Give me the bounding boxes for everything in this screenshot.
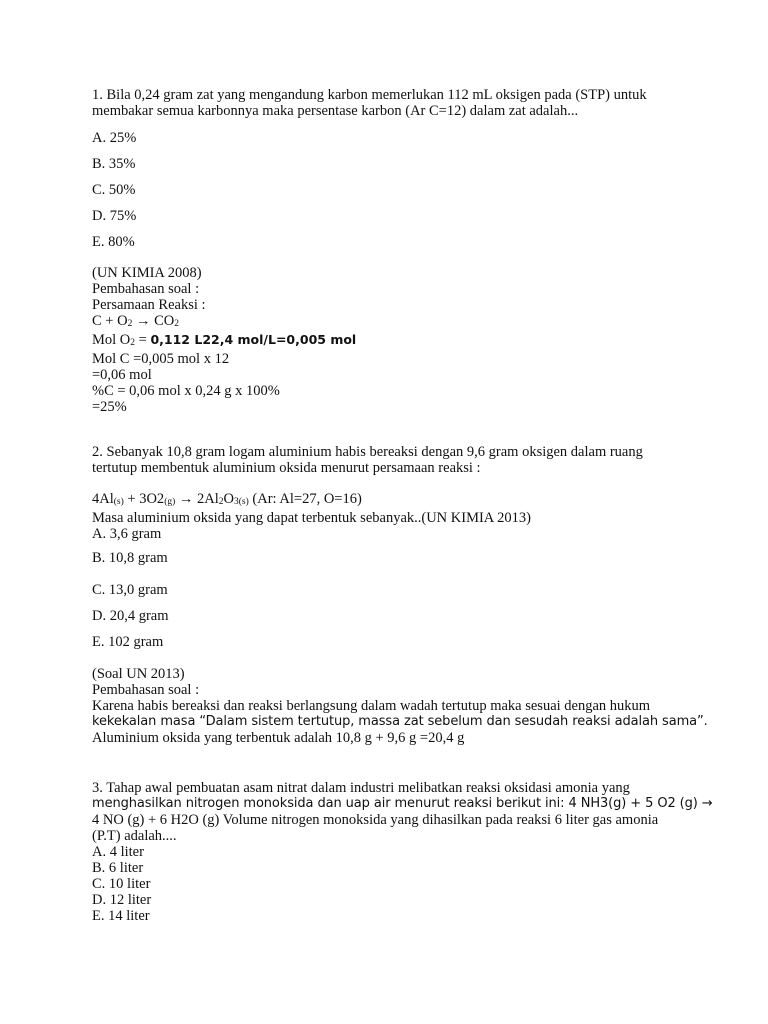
q3-text-line-3: 4 NO (g) + 6 H2O (g) Volume nitrogen monoksida yang dihasilkan pada reaksi 6 liter gas amonia [92, 812, 659, 828]
q1-mol-o2-prefix: Mol O [92, 332, 131, 348]
q1-eq-part-2: → CO [132, 313, 175, 329]
q2-discussion-line-2: kekekalan masa “Dalam sistem tertutup, massa zat sebelum dan sesudah reaksi adalah sama”. [92, 714, 708, 729]
q2-discussion-line-3: Aluminium oksida yang terbentuk adalah 10,8 g + 9,6 g =20,4 g [92, 730, 465, 746]
q3-text-line-1: 3. Tahap awal pembuatan asam nitrat dalam industri melibatkan reaksi oksidasi amonia yang [92, 780, 630, 796]
q2-option-c: C. 13,0 gram [92, 582, 168, 598]
q1-option-c: C. 50% [92, 182, 136, 198]
question-2 [92, 444, 692, 476]
q2-option-d: D. 20,4 gram [92, 608, 169, 624]
q2-discussion [92, 666, 708, 746]
question-3 [92, 780, 713, 924]
q3-option-b: B. 6 liter [92, 860, 144, 876]
q1-option-b: B. 35% [92, 156, 136, 172]
q3-option-e: E. 14 liter [92, 908, 150, 924]
q1-text-line-2: membakar semua karbonnya maka persentase karbon (Ar C=12) dalam zat adalah... [92, 103, 579, 119]
q2-eq-b-sub: (g) [164, 497, 176, 507]
q1-option-e: E. 80% [92, 234, 135, 250]
q1-eq-sub-1: 2 [127, 319, 133, 329]
q1-eq-sub-2: 2 [174, 319, 179, 329]
q2-eq-d-sub: 3(s) [234, 497, 249, 507]
q1-option-a: A. 25% [92, 130, 137, 146]
q3-option-a: A. 4 liter [92, 844, 144, 860]
q1-mol-o2 [92, 332, 692, 351]
q2-text-line-1: 2. Sebanyak 10,8 gram logam aluminium habis bereaksi dengan 9,6 gram oksigen dalam ruang [92, 444, 643, 460]
q2-eq-c: → 2Al [175, 491, 219, 507]
q1-percent: %C = 0,06 mol x 0,24 g x 100% [92, 383, 280, 399]
q1-mol-c: Mol C =0,005 mol x 12 [92, 351, 230, 367]
q2-eq-a-sub: (s) [113, 497, 124, 507]
q1-mol-c-result: =0,06 mol [92, 367, 152, 383]
q1-option-d: D. 75% [92, 208, 137, 224]
q3-option-d: D. 12 liter [92, 892, 152, 908]
q2-eq-a: 4Al [92, 491, 114, 507]
q2-option-a: A. 3,6 gram [92, 526, 162, 542]
q1-discussion [92, 265, 692, 415]
q2-eq-e: (Ar: Al=27, O=16) [248, 491, 362, 507]
q1-text-line-1: 1. Bila 0,24 gram zat yang mengandung karbon memerlukan 112 mL oksigen pada (STP) untuk [92, 87, 647, 103]
q3-text-line-2: menghasilkan nitrogen monoksida dan uap air menurut reaksi berikut ini: 4 NH3(g) + 5 O2 (g) → [92, 796, 713, 811]
q1-discussion-label: Pembahasan soal : [92, 281, 200, 297]
q2-source: (Soal UN 2013) [92, 666, 185, 682]
q2-eq-b: + 3O2 [123, 491, 165, 507]
q2-reaction-equation [92, 491, 692, 510]
q2-eq-c-sub: 2 [218, 497, 224, 507]
q2-equation-block [92, 491, 692, 542]
q3-text-line-4: (P.T) adalah.... [92, 828, 177, 844]
q1-reaction-equation [92, 313, 692, 332]
q1-mol-o2-result: =0,005 mol [275, 332, 357, 347]
q1-mol-o2-eq: = [135, 332, 151, 348]
q1-reaction-label: Persamaan Reaksi : [92, 297, 206, 313]
q2-option-b: B. 10,8 gram [92, 550, 168, 566]
q1-eq-part-1: C + O [92, 313, 128, 329]
question-1 [92, 87, 692, 119]
q2-mass-question: Masa aluminium oksida yang dapat terbentuk sebanyak..(UN KIMIA 2013) [92, 510, 531, 526]
q2-text-line-2: tertutup membentuk aluminium oksida menurut persamaan reaksi : [92, 460, 481, 476]
q1-source: (UN KIMIA 2008) [92, 265, 202, 281]
q2-eq-d: O [223, 491, 234, 507]
q1-percent-result: =25% [92, 399, 127, 415]
q2-option-e: E. 102 gram [92, 634, 164, 650]
q2-discussion-line-1: Karena habis bereaksi dan reaksi berlangsung dalam wadah tertutup maka sesuai dengan hukum [92, 698, 651, 714]
q3-option-c: C. 10 liter [92, 876, 151, 892]
q1-mol-o2-sub: 2 [130, 338, 136, 348]
q1-mol-o2-fraction: 0,112 L22,4 mol/L [150, 332, 276, 347]
q2-discussion-label: Pembahasan soal : [92, 682, 200, 698]
